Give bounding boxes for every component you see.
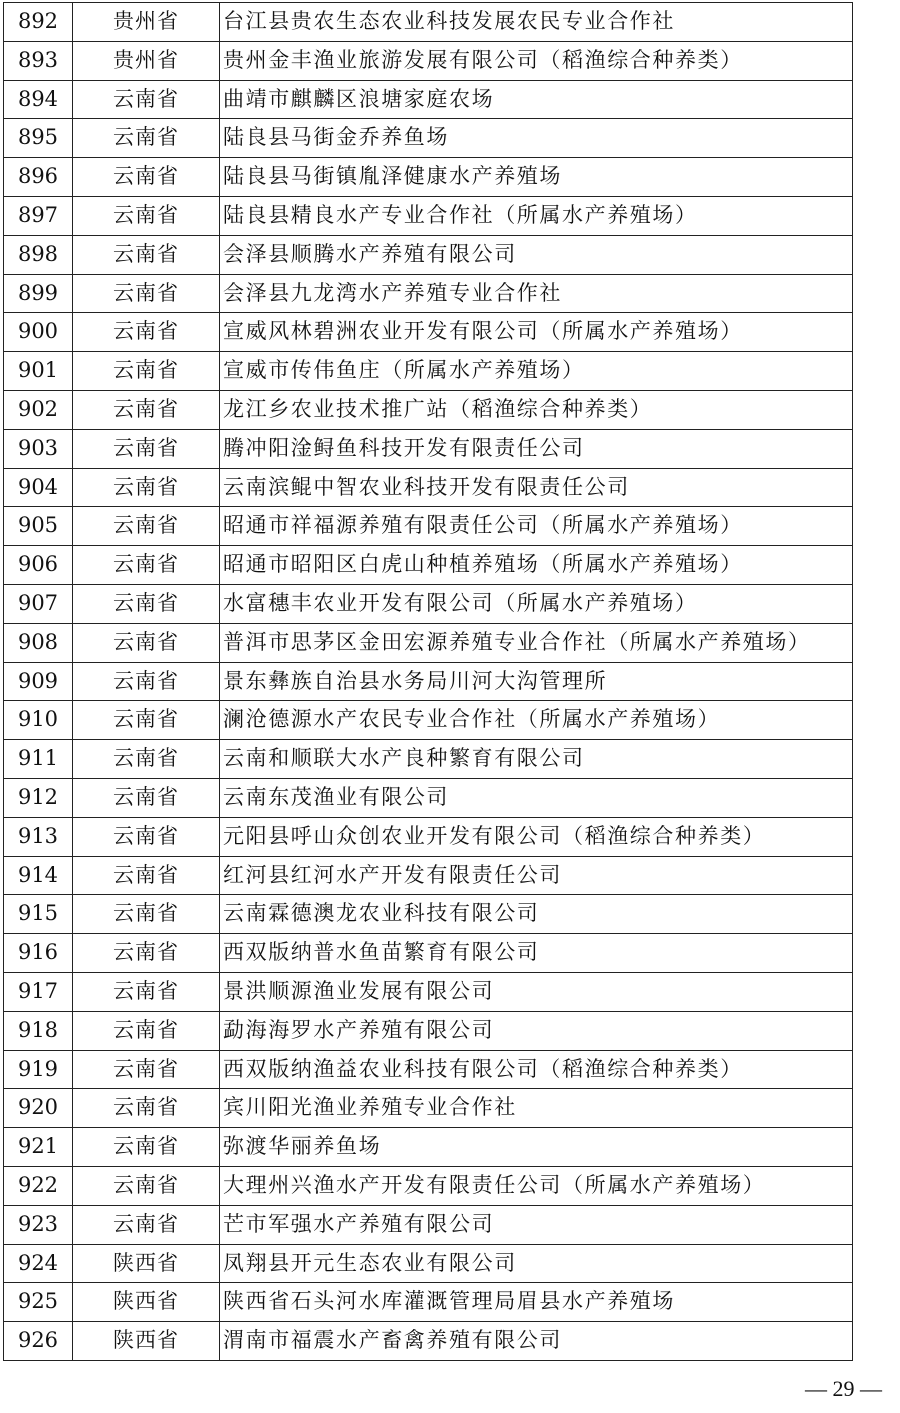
organization-name-cell: 景东彝族自治县水务局川河大沟管理所 xyxy=(220,662,853,701)
table-row xyxy=(4,546,853,585)
province-cell: 云南省 xyxy=(73,895,220,934)
row-number: 920 xyxy=(4,1089,73,1128)
row-number: 908 xyxy=(4,623,73,662)
row-number: 905 xyxy=(4,507,73,546)
table-row xyxy=(4,701,853,740)
province-cell: 云南省 xyxy=(73,934,220,973)
row-number: 899 xyxy=(4,274,73,313)
table-row xyxy=(4,1166,853,1205)
organization-name-cell: 昭通市昭阳区白虎山种植养殖场（所属水产养殖场） xyxy=(220,546,853,585)
organization-name-cell: 陆良县精良水产专业合作社（所属水产养殖场） xyxy=(220,196,853,235)
province-cell: 云南省 xyxy=(73,158,220,197)
row-number: 917 xyxy=(4,972,73,1011)
row-number: 904 xyxy=(4,468,73,507)
row-number: 919 xyxy=(4,1050,73,1089)
row-number: 910 xyxy=(4,701,73,740)
table-body xyxy=(4,3,853,1361)
table-row xyxy=(4,507,853,546)
table-row xyxy=(4,623,853,662)
organization-name-cell: 贵州金丰渔业旅游发展有限公司（稻渔综合种养类） xyxy=(220,41,853,80)
province-cell: 云南省 xyxy=(73,352,220,391)
organization-name-cell: 西双版纳普水鱼苗繁育有限公司 xyxy=(220,934,853,973)
organization-name-cell: 景洪顺源渔业发展有限公司 xyxy=(220,972,853,1011)
row-number: 924 xyxy=(4,1244,73,1283)
row-number: 916 xyxy=(4,934,73,973)
organization-name-cell: 水富穗丰农业开发有限公司（所属水产养殖场） xyxy=(220,584,853,623)
province-cell: 云南省 xyxy=(73,623,220,662)
table-row xyxy=(4,817,853,856)
province-cell: 贵州省 xyxy=(73,41,220,80)
organization-name-cell: 陆良县马街金乔养鱼场 xyxy=(220,119,853,158)
row-number: 915 xyxy=(4,895,73,934)
page-number: — 29 — xyxy=(805,1376,882,1401)
organization-name-cell: 曲靖市麒麟区浪塘家庭农场 xyxy=(220,80,853,119)
organization-name-cell: 宣威市传伟鱼庄（所属水产养殖场） xyxy=(220,352,853,391)
organization-name-cell: 元阳县呼山众创农业开发有限公司（稻渔综合种养类） xyxy=(220,817,853,856)
organization-name-cell: 芒市军强水产养殖有限公司 xyxy=(220,1205,853,1244)
organization-name-cell: 弥渡华丽养鱼场 xyxy=(220,1128,853,1167)
province-cell: 云南省 xyxy=(73,740,220,779)
table-row xyxy=(4,313,853,352)
row-number: 913 xyxy=(4,817,73,856)
province-cell: 云南省 xyxy=(73,662,220,701)
table-row xyxy=(4,584,853,623)
organization-name-cell: 台江县贵农生态农业科技发展农民专业合作社 xyxy=(220,3,853,42)
province-cell: 陕西省 xyxy=(73,1283,220,1322)
row-number: 897 xyxy=(4,196,73,235)
organization-name-cell: 大理州兴渔水产开发有限责任公司（所属水产养殖场） xyxy=(220,1166,853,1205)
province-cell: 云南省 xyxy=(73,274,220,313)
row-number: 898 xyxy=(4,235,73,274)
province-cell: 云南省 xyxy=(73,972,220,1011)
row-number: 900 xyxy=(4,313,73,352)
registry-table xyxy=(3,2,853,1361)
province-cell: 云南省 xyxy=(73,80,220,119)
table-row xyxy=(4,41,853,80)
table-row xyxy=(4,429,853,468)
table-row xyxy=(4,274,853,313)
table-row xyxy=(4,1283,853,1322)
organization-name-cell: 陕西省石头河水库灌溉管理局眉县水产养殖场 xyxy=(220,1283,853,1322)
row-number: 902 xyxy=(4,390,73,429)
table-row xyxy=(4,662,853,701)
province-cell: 云南省 xyxy=(73,778,220,817)
table-row xyxy=(4,235,853,274)
organization-name-cell: 云南和顺联大水产良种繁育有限公司 xyxy=(220,740,853,779)
row-number: 923 xyxy=(4,1205,73,1244)
table-row xyxy=(4,390,853,429)
table-row xyxy=(4,1128,853,1167)
organization-name-cell: 渭南市福震水产畜禽养殖有限公司 xyxy=(220,1322,853,1361)
row-number: 896 xyxy=(4,158,73,197)
table-row xyxy=(4,1011,853,1050)
table-row xyxy=(4,740,853,779)
table-row xyxy=(4,856,853,895)
row-number: 906 xyxy=(4,546,73,585)
row-number: 926 xyxy=(4,1322,73,1361)
table-row xyxy=(4,778,853,817)
organization-name-cell: 会泽县顺腾水产养殖有限公司 xyxy=(220,235,853,274)
organization-name-cell: 龙江乡农业技术推广站（稻渔综合种养类） xyxy=(220,390,853,429)
organization-name-cell: 勐海海罗水产养殖有限公司 xyxy=(220,1011,853,1050)
table-row xyxy=(4,1050,853,1089)
province-cell: 云南省 xyxy=(73,235,220,274)
row-number: 892 xyxy=(4,3,73,42)
table-row xyxy=(4,934,853,973)
province-cell: 云南省 xyxy=(73,429,220,468)
table-row xyxy=(4,468,853,507)
province-cell: 云南省 xyxy=(73,119,220,158)
organization-name-cell: 云南霖德澳龙农业科技有限公司 xyxy=(220,895,853,934)
province-cell: 云南省 xyxy=(73,856,220,895)
row-number: 922 xyxy=(4,1166,73,1205)
province-cell: 陕西省 xyxy=(73,1244,220,1283)
province-cell: 云南省 xyxy=(73,1128,220,1167)
row-number: 911 xyxy=(4,740,73,779)
table-row xyxy=(4,158,853,197)
table-row xyxy=(4,196,853,235)
province-cell: 云南省 xyxy=(73,701,220,740)
table-row xyxy=(4,80,853,119)
province-cell: 云南省 xyxy=(73,468,220,507)
table-row xyxy=(4,1322,853,1361)
province-cell: 云南省 xyxy=(73,1089,220,1128)
table-row xyxy=(4,972,853,1011)
organization-name-cell: 云南滨鲲中智农业科技开发有限责任公司 xyxy=(220,468,853,507)
row-number: 914 xyxy=(4,856,73,895)
row-number: 901 xyxy=(4,352,73,391)
organization-name-cell: 陆良县马街镇胤泽健康水产养殖场 xyxy=(220,158,853,197)
province-cell: 云南省 xyxy=(73,1011,220,1050)
row-number: 907 xyxy=(4,584,73,623)
table-row xyxy=(4,1244,853,1283)
province-cell: 云南省 xyxy=(73,507,220,546)
province-cell: 云南省 xyxy=(73,546,220,585)
table-row xyxy=(4,1205,853,1244)
province-cell: 云南省 xyxy=(73,313,220,352)
province-cell: 云南省 xyxy=(73,390,220,429)
row-number: 893 xyxy=(4,41,73,80)
row-number: 925 xyxy=(4,1283,73,1322)
province-cell: 云南省 xyxy=(73,196,220,235)
organization-name-cell: 澜沧德源水产农民专业合作社（所属水产养殖场） xyxy=(220,701,853,740)
row-number: 918 xyxy=(4,1011,73,1050)
organization-name-cell: 普洱市思茅区金田宏源养殖专业合作社（所属水产养殖场） xyxy=(220,623,853,662)
organization-name-cell: 宾川阳光渔业养殖专业合作社 xyxy=(220,1089,853,1128)
province-cell: 云南省 xyxy=(73,1166,220,1205)
table-row xyxy=(4,119,853,158)
table-row xyxy=(4,352,853,391)
province-cell: 云南省 xyxy=(73,1050,220,1089)
table-row xyxy=(4,3,853,42)
province-cell: 陕西省 xyxy=(73,1322,220,1361)
province-cell: 贵州省 xyxy=(73,3,220,42)
province-cell: 云南省 xyxy=(73,817,220,856)
organization-name-cell: 西双版纳渔益农业科技有限公司（稻渔综合种养类） xyxy=(220,1050,853,1089)
province-cell: 云南省 xyxy=(73,1205,220,1244)
province-cell: 云南省 xyxy=(73,584,220,623)
row-number: 895 xyxy=(4,119,73,158)
row-number: 921 xyxy=(4,1128,73,1167)
row-number: 894 xyxy=(4,80,73,119)
organization-name-cell: 云南东茂渔业有限公司 xyxy=(220,778,853,817)
organization-name-cell: 宣威风林碧洲农业开发有限公司（所属水产养殖场） xyxy=(220,313,853,352)
organization-name-cell: 红河县红河水产开发有限责任公司 xyxy=(220,856,853,895)
table-row xyxy=(4,895,853,934)
table-row xyxy=(4,1089,853,1128)
organization-name-cell: 腾冲阳淦鲟鱼科技开发有限责任公司 xyxy=(220,429,853,468)
row-number: 912 xyxy=(4,778,73,817)
organization-name-cell: 昭通市祥福源养殖有限责任公司（所属水产养殖场） xyxy=(220,507,853,546)
organization-name-cell: 凤翔县开元生态农业有限公司 xyxy=(220,1244,853,1283)
row-number: 909 xyxy=(4,662,73,701)
organization-name-cell: 会泽县九龙湾水产养殖专业合作社 xyxy=(220,274,853,313)
row-number: 903 xyxy=(4,429,73,468)
